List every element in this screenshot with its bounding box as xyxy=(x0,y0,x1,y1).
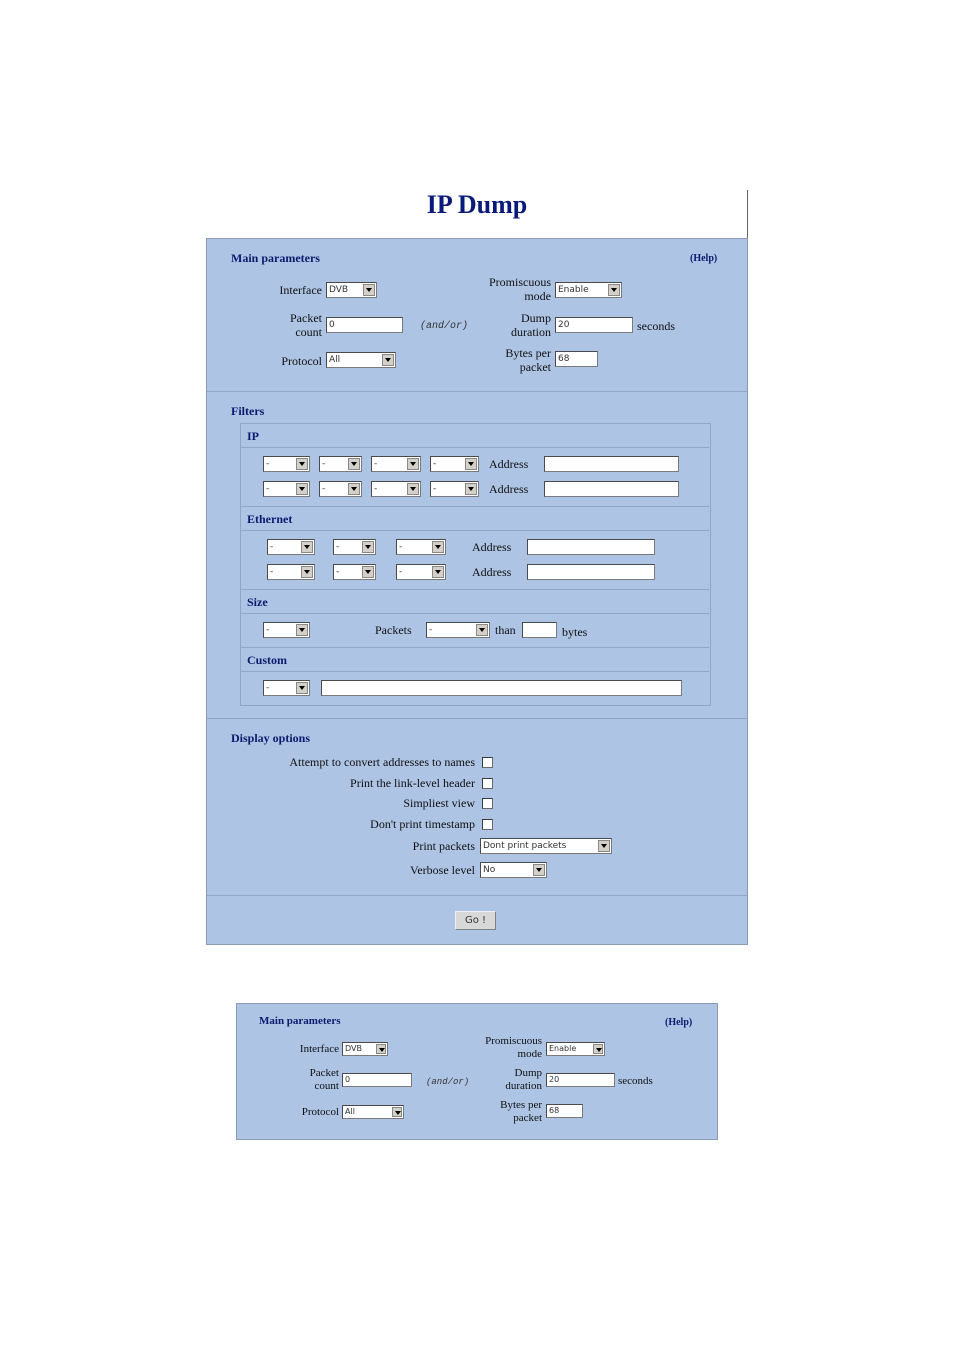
promiscuous-select[interactable]: Enable xyxy=(555,282,622,298)
custom-filter-input[interactable] xyxy=(321,680,682,696)
divider xyxy=(240,506,709,507)
ip-address-input-2[interactable] xyxy=(544,481,679,497)
ethernet-filter-select-6[interactable]: - xyxy=(396,564,446,580)
and-or-text: (and/or) xyxy=(420,321,469,332)
chevron-down-icon xyxy=(296,458,308,470)
size-filter-title: Size xyxy=(247,595,268,609)
chevron-down-icon xyxy=(301,541,313,553)
interface-label: Interface xyxy=(279,283,322,297)
packets-comparison-select[interactable]: - xyxy=(426,622,490,638)
ip-filter-select-6[interactable]: - xyxy=(319,481,362,497)
packet-count-label: Packet count xyxy=(309,1067,339,1092)
protocol-select[interactable]: All xyxy=(342,1105,404,1119)
section-divider xyxy=(207,718,747,719)
protocol-label: Protocol xyxy=(301,1106,339,1118)
chevron-down-icon xyxy=(362,566,374,578)
link-header-label: Print the link-level header xyxy=(350,776,475,790)
chevron-down-icon xyxy=(392,1107,402,1117)
chevron-down-icon xyxy=(376,1044,386,1054)
main-parameters-title: Main parameters xyxy=(231,251,320,265)
packets-label: Packets xyxy=(375,623,412,637)
packet-count-input[interactable]: 0 xyxy=(342,1073,412,1087)
interface-select[interactable]: DVB xyxy=(326,282,377,298)
chevron-down-icon xyxy=(296,624,308,636)
divider xyxy=(240,671,709,672)
ip-filter-select-4[interactable]: - xyxy=(430,456,479,472)
bytes-per-packet-label: Bytes per packet xyxy=(500,1099,542,1124)
simpliest-view-label: Simpliest view xyxy=(403,796,475,810)
protocol-label: Protocol xyxy=(281,354,322,368)
chevron-down-icon xyxy=(348,458,360,470)
help-link[interactable]: (Help) xyxy=(665,1017,693,1028)
chevron-down-icon xyxy=(301,566,313,578)
size-filter-select[interactable]: - xyxy=(263,622,310,638)
bytes-per-packet-input[interactable]: 68 xyxy=(555,351,598,367)
ip-filter-select-5[interactable]: - xyxy=(263,481,310,497)
ip-address-input-1[interactable] xyxy=(544,456,679,472)
chevron-down-icon xyxy=(432,541,444,553)
dump-duration-input[interactable]: 20 xyxy=(555,317,633,333)
chevron-down-icon xyxy=(432,566,444,578)
print-packets-label: Print packets xyxy=(412,839,475,853)
ip-filter-select-3[interactable]: - xyxy=(371,456,421,472)
section-divider xyxy=(207,895,747,896)
chevron-down-icon xyxy=(593,1044,603,1054)
display-options-title: Display options xyxy=(231,731,311,745)
packet-count-label: Packet count xyxy=(290,311,322,339)
ip-address-label: Address xyxy=(489,482,529,496)
chevron-down-icon xyxy=(363,284,375,296)
print-packets-select[interactable]: Dont print packets xyxy=(480,838,612,854)
help-link[interactable]: (Help) xyxy=(690,253,718,264)
custom-filter-select[interactable]: - xyxy=(263,680,310,696)
main-parameters-title: Main parameters xyxy=(259,1015,341,1027)
ethernet-address-input-2[interactable] xyxy=(527,564,655,580)
divider xyxy=(240,589,709,590)
bytes-label: bytes xyxy=(562,625,588,639)
and-or-text: (and/or) xyxy=(426,1077,470,1087)
divider xyxy=(747,190,748,238)
ip-filter-title: IP xyxy=(247,429,259,443)
bytes-per-packet-input[interactable]: 68 xyxy=(546,1104,583,1118)
seconds-label: seconds xyxy=(618,1075,653,1087)
chevron-down-icon xyxy=(407,458,419,470)
no-timestamp-label: Don't print timestamp xyxy=(370,817,475,831)
interface-select[interactable]: DVB xyxy=(342,1042,388,1056)
ethernet-filter-select-4[interactable]: - xyxy=(267,564,315,580)
link-header-checkbox[interactable] xyxy=(482,778,493,789)
dump-duration-label: Dump duration xyxy=(505,1067,542,1092)
chevron-down-icon xyxy=(296,682,308,694)
ethernet-filter-title: Ethernet xyxy=(247,512,293,526)
chevron-down-icon xyxy=(465,458,477,470)
ip-dump-form xyxy=(206,238,748,945)
ip-filter-select-2[interactable]: - xyxy=(319,456,362,472)
divider xyxy=(240,447,709,448)
chevron-down-icon xyxy=(296,483,308,495)
ethernet-address-input-1[interactable] xyxy=(527,539,655,555)
ethernet-address-label: Address xyxy=(472,565,512,579)
bytes-per-packet-label: Bytes per packet xyxy=(505,346,551,374)
chevron-down-icon xyxy=(598,840,610,852)
than-label: than xyxy=(495,623,516,637)
ip-filter-select-1[interactable]: - xyxy=(263,456,310,472)
chevron-down-icon xyxy=(476,624,488,636)
divider xyxy=(240,530,709,531)
promiscuous-select[interactable]: Enable xyxy=(546,1042,605,1056)
size-bytes-input[interactable] xyxy=(522,622,557,638)
chevron-down-icon xyxy=(608,284,620,296)
filters-title: Filters xyxy=(231,404,265,418)
go-button[interactable]: Go ! xyxy=(455,911,496,930)
dump-duration-input[interactable]: 20 xyxy=(546,1073,615,1087)
promiscuous-label: Promiscuous mode xyxy=(488,275,551,303)
ethernet-filter-select-5[interactable]: - xyxy=(333,564,376,580)
chevron-down-icon xyxy=(533,864,545,876)
promiscuous-label: Promiscuous mode xyxy=(485,1035,542,1060)
main-parameters-panel-detail xyxy=(236,1003,718,1140)
ethernet-filter-select-2[interactable]: - xyxy=(333,539,376,555)
ethernet-filter-select-3[interactable]: - xyxy=(396,539,446,555)
convert-names-checkbox[interactable] xyxy=(482,757,493,768)
section-divider xyxy=(207,391,747,392)
chevron-down-icon xyxy=(407,483,419,495)
chevron-down-icon xyxy=(362,541,374,553)
interface-label: Interface xyxy=(299,1043,339,1055)
simpliest-view-checkbox[interactable] xyxy=(482,798,493,809)
protocol-select[interactable]: All xyxy=(326,352,396,368)
dump-duration-label: Dump duration xyxy=(511,311,551,339)
page-title: IP Dump xyxy=(426,190,528,219)
ip-address-label: Address xyxy=(489,457,529,471)
verbose-level-select[interactable]: No xyxy=(480,862,547,878)
chevron-down-icon xyxy=(465,483,477,495)
packet-count-input[interactable]: 0 xyxy=(326,317,403,333)
custom-filter-title: Custom xyxy=(247,653,288,667)
chevron-down-icon xyxy=(382,354,394,366)
divider xyxy=(240,647,709,648)
seconds-label: seconds xyxy=(637,319,675,333)
ethernet-filter-select-1[interactable]: - xyxy=(267,539,315,555)
divider xyxy=(240,613,709,614)
ip-filter-select-7[interactable]: - xyxy=(371,481,421,497)
convert-names-label: Attempt to convert addresses to names xyxy=(289,755,475,769)
verbose-level-label: Verbose level xyxy=(410,863,475,877)
ip-filter-select-8[interactable]: - xyxy=(430,481,479,497)
chevron-down-icon xyxy=(348,483,360,495)
ethernet-address-label: Address xyxy=(472,540,512,554)
no-timestamp-checkbox[interactable] xyxy=(482,819,493,830)
